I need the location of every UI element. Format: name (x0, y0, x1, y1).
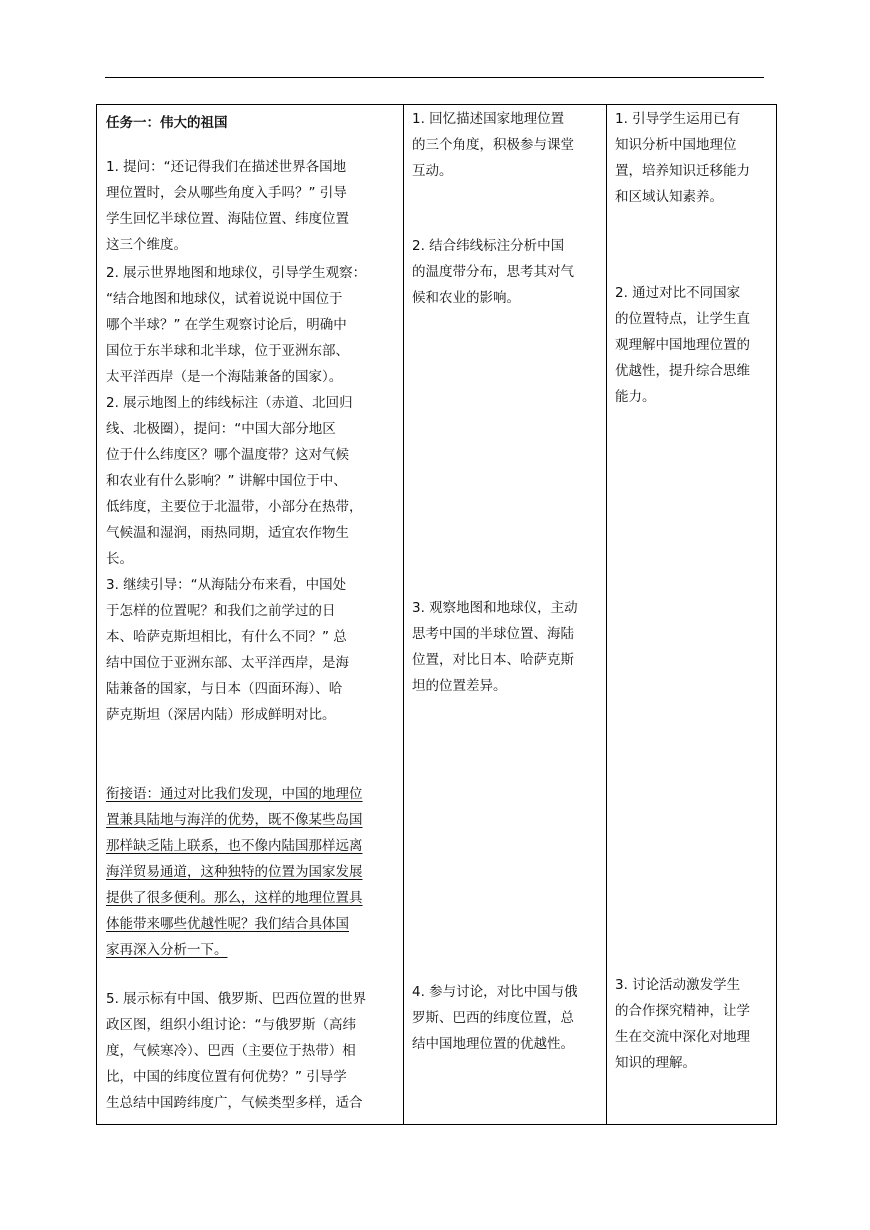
transition-line: 海洋贸易通道，这种独特的位置为国家发展 (106, 864, 363, 880)
text-line: 置，培养知识迁移能力 (615, 163, 750, 179)
text-line: 学生回忆半球位置、海陆位置、纬度位置 (106, 211, 349, 227)
task-title: 任务一：伟大的祖国 (106, 115, 228, 131)
lesson-plan-table (96, 104, 777, 1125)
text-line: 国位于东半球和北半球，位于亚洲东部、 (106, 343, 349, 359)
text-line: 2. 通过对比不同国家 (615, 285, 741, 301)
text-line: 观理解中国地理位置的 (615, 337, 750, 353)
transition-line: 衔接语：通过对比我们发现，中国的地理位 (106, 786, 363, 802)
text-line: 2. 展示世界地图和地球仪，引导学生观察： (106, 265, 367, 281)
text-line: 2. 结合纬线标注分析中国 (412, 238, 565, 254)
text-line: 3. 观察地图和地球仪，主动 (412, 600, 578, 616)
text-line: 3. 讨论活动激发学生 (615, 977, 741, 993)
transition-line: 提供了很多便利。那么，这样的地理位置具 (106, 890, 363, 906)
transition-line: 家再深入分析一下。 (106, 942, 228, 958)
text-line: 坦的位置差异。 (412, 678, 507, 694)
text-line: 政区图，组织小组讨论：“与俄罗斯（高纬 (106, 1017, 356, 1033)
header-rule (105, 77, 764, 78)
text-line: 生总结中国跨纬度广，气候类型多样，适合 (106, 1095, 363, 1111)
text-line: 知识分析中国地理位 (615, 137, 737, 153)
text-line: 低纬度，主要位于北温带，小部分在热带， (106, 499, 363, 515)
text-line: 比，中国的纬度位置有何优势？” 引导学 (106, 1069, 347, 1085)
text-line: 知识的理解。 (615, 1055, 696, 1071)
text-line: 本、哈萨克斯坦相比，有什么不同？” 总 (106, 629, 347, 645)
text-line: 萨克斯坦（深居内陆）形成鲜明对比。 (106, 707, 336, 723)
text-line: 生在交流中深化对地理 (615, 1029, 750, 1045)
text-line: 度，气候寒冷）、巴西（主要位于热带）相 (106, 1043, 356, 1059)
text-line: 的三个角度，积极参与课堂 (412, 137, 574, 153)
text-line: 能力。 (615, 389, 656, 405)
text-line: 和农业有什么影响？” 讲解中国位于中、 (106, 473, 347, 489)
text-line: 长。 (106, 551, 133, 567)
text-line: 4. 参与讨论，对比中国与俄 (412, 984, 578, 1000)
text-line: 候和农业的影响。 (412, 290, 520, 306)
text-line: 2. 展示地图上的纬线标注（赤道、北回归 (106, 395, 353, 411)
text-line: 5. 展示标有中国、俄罗斯、巴西位置的世界 (106, 991, 367, 1007)
text-line: 优越性，提升综合思维 (615, 363, 750, 379)
text-line: 结中国位于亚洲东部、太平洋西岸，是海 (106, 655, 349, 671)
text-line: 结中国地理位置的优越性。 (412, 1036, 574, 1052)
design-intent-cell (607, 105, 777, 1125)
text-line: “结合地图和地球仪，试着说说中国位于 (106, 291, 343, 307)
text-line: 互动。 (412, 163, 453, 179)
transition-line: 置兼具陆地与海洋的优势，既不像某些岛国 (106, 812, 363, 828)
text-line: 的位置特点，让学生直 (615, 311, 750, 327)
text-line: 罗斯、巴西的纬度位置，总 (412, 1010, 574, 1026)
text-line: 气候温和湿润，雨热同期，适宜农作物生 (106, 525, 349, 541)
text-line: 1. 提问：“还记得我们在描述世界各国地 (106, 159, 347, 175)
text-line: 的温度带分布，思考其对气 (412, 264, 574, 280)
text-line: 3. 继续引导：“从海陆分布来看，中国处 (106, 577, 347, 593)
text-line: 陆兼备的国家，与日本（四面环海）、哈 (106, 681, 343, 697)
text-line: 位于什么纬度区？哪个温度带？这对气候 (106, 447, 349, 463)
teacher-activity-cell (97, 105, 404, 1125)
text-line: 于怎样的位置呢？和我们之前学过的日 (106, 603, 336, 619)
text-line: 和区域认知素养。 (615, 189, 723, 205)
text-line: 这三个维度。 (106, 237, 187, 253)
text-line: 线、北极圈），提问：“中国大部分地区 (106, 421, 336, 437)
transition-line: 那样缺乏陆上联系，也不像内陆国那样远离 (106, 838, 363, 854)
text-line: 1. 引导学生运用已有 (615, 111, 741, 127)
text-line: 哪个半球？” 在学生观察讨论后，明确中 (106, 317, 347, 333)
transition-line: 体能带来哪些优越性呢？我们结合具体国 (106, 916, 349, 932)
text-line: 1. 回忆描述国家地理位置 (412, 111, 565, 127)
student-activity-cell (404, 105, 607, 1125)
text-line: 理位置时，会从哪些角度入手吗？” 引导 (106, 185, 347, 201)
text-line: 位置，对比日本、哈萨克斯 (412, 652, 574, 668)
text-line: 太平洋西岸（是一个海陆兼备的国家）。 (106, 369, 343, 385)
text-line: 思考中国的半球位置、海陆 (412, 626, 574, 642)
text-line: 的合作探究精神，让学 (615, 1003, 750, 1019)
